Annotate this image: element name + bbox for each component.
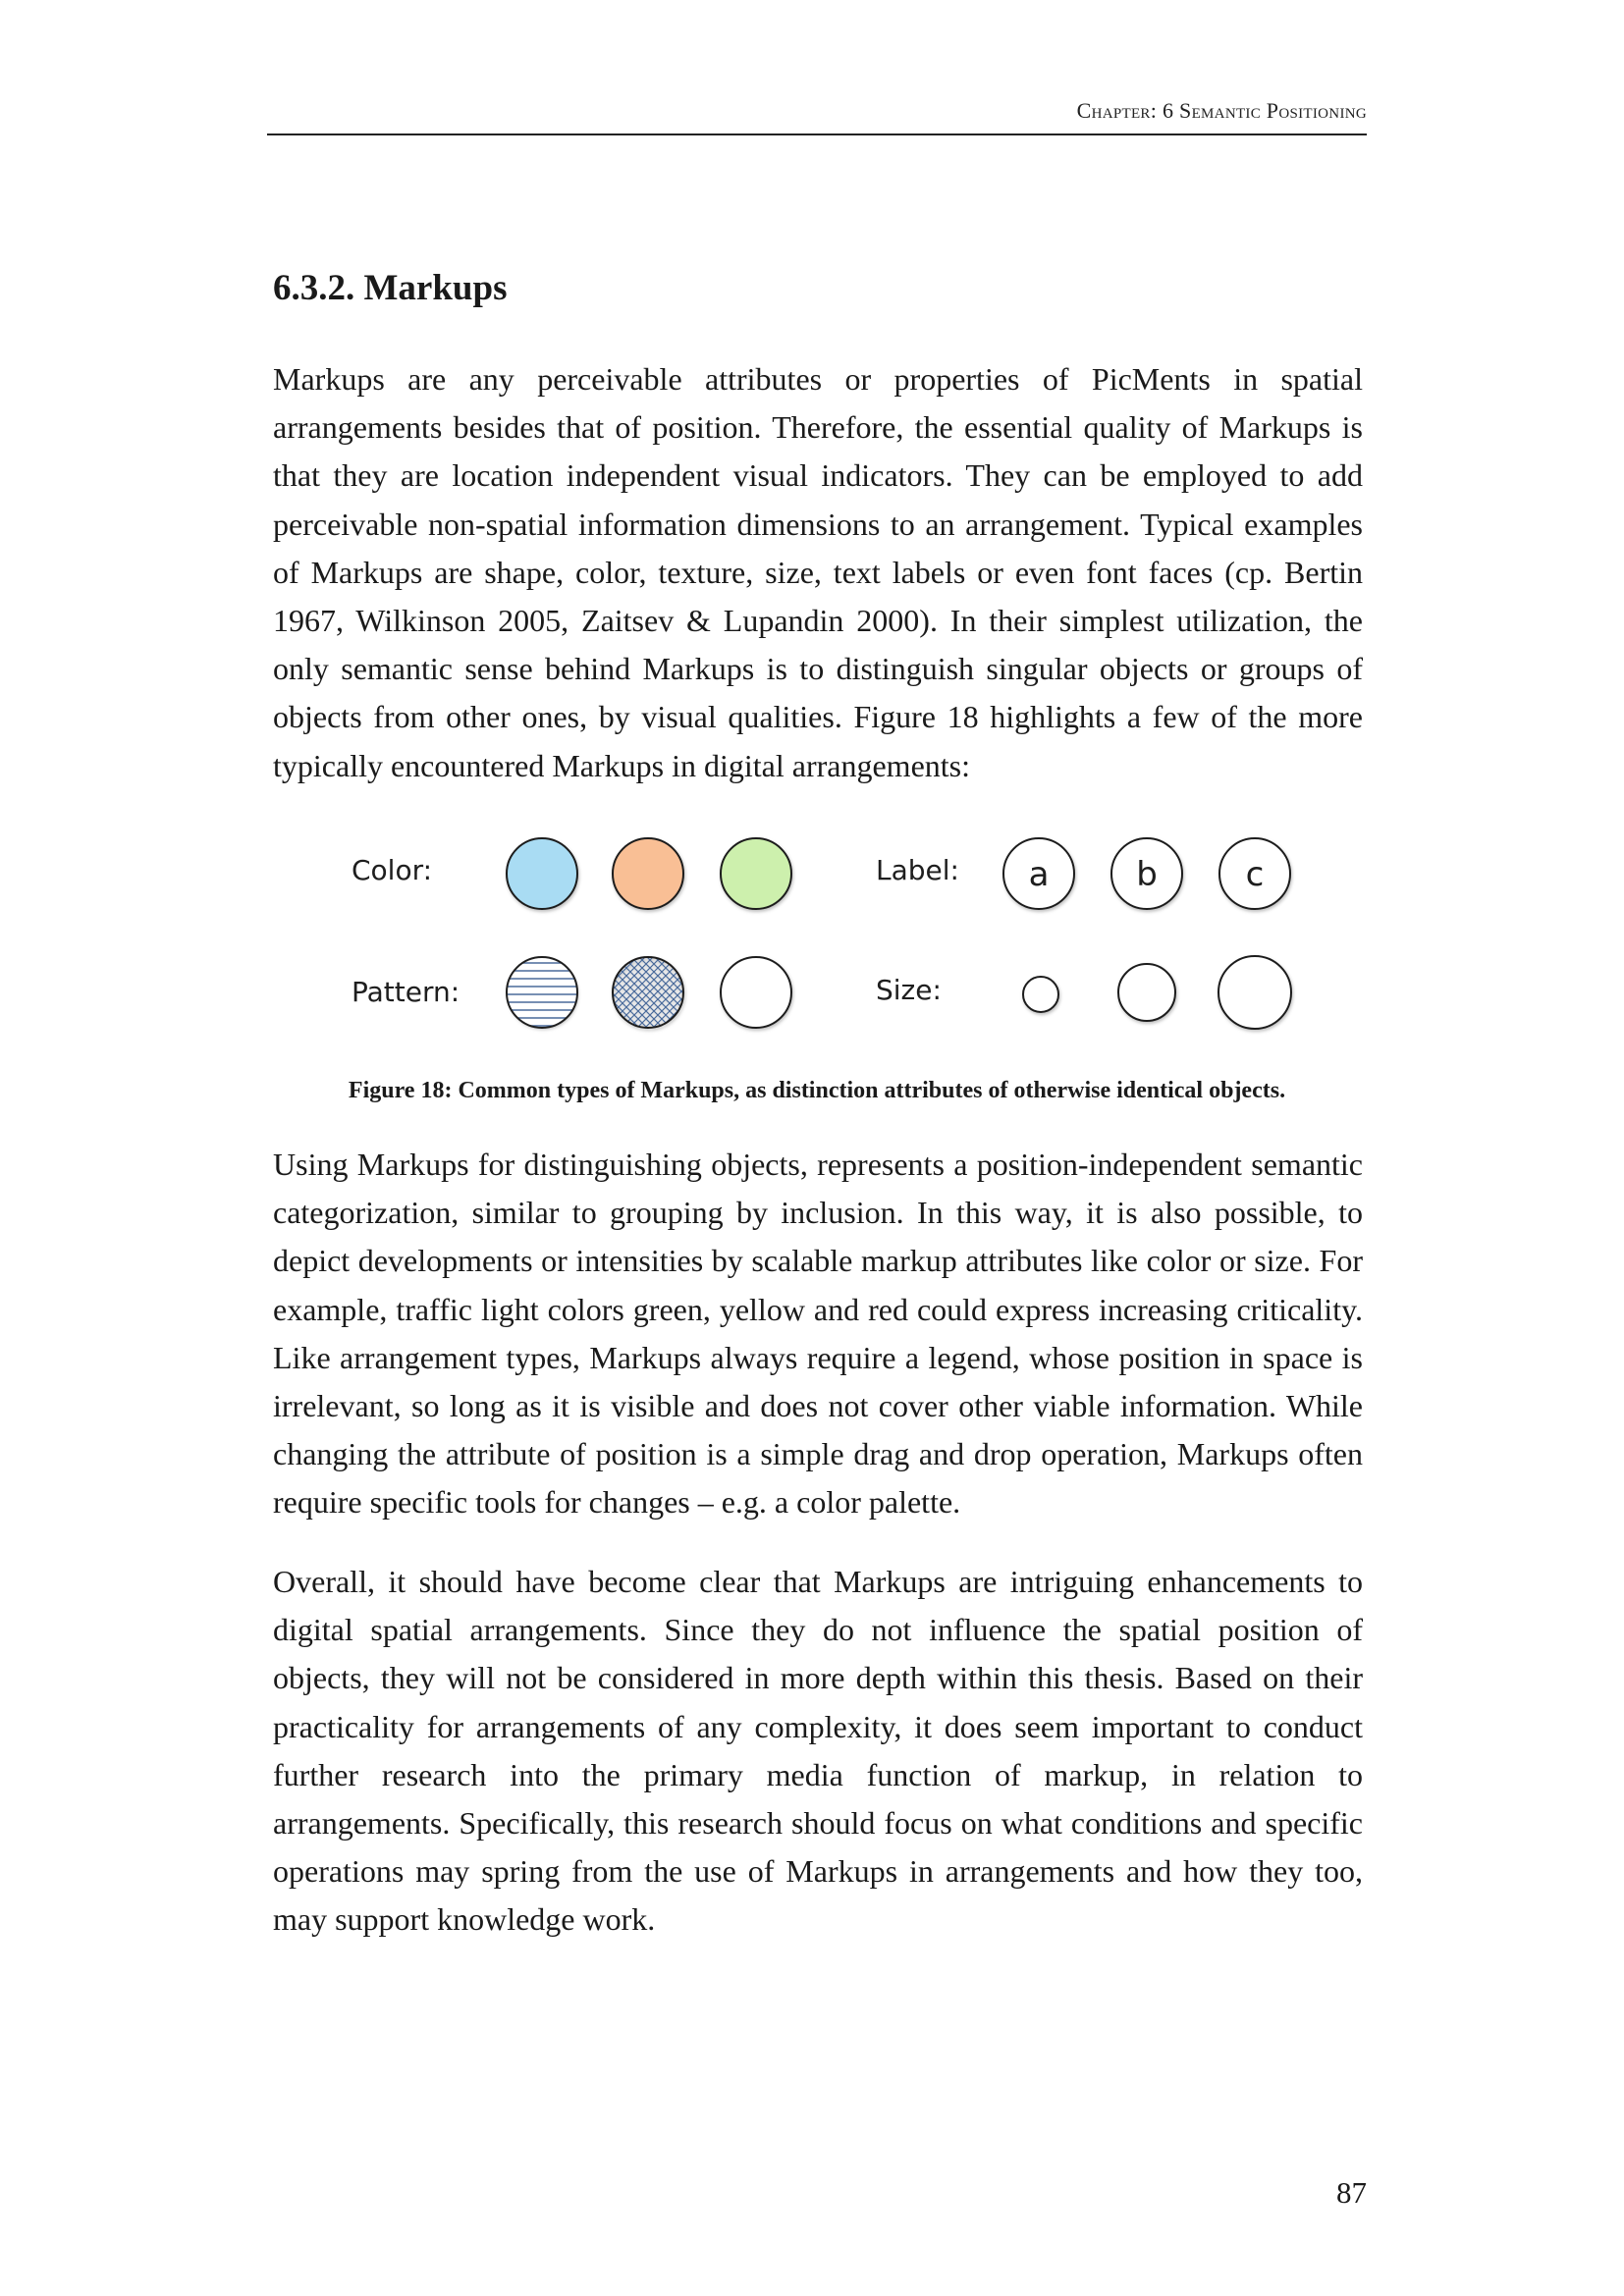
running-head: Chapter: 6 Semantic Positioning bbox=[1076, 98, 1367, 123]
large-size-circle bbox=[1218, 956, 1291, 1029]
size-label: Size: bbox=[876, 974, 942, 1006]
figure-caption: Figure 18: Common types of Markups, as distinction attributes of otherwise identical objects. bbox=[348, 1078, 1286, 1103]
orange-color-circle bbox=[613, 838, 683, 909]
pattern-label: Pattern: bbox=[352, 976, 460, 1008]
section-title: 6.3.2. Markups bbox=[273, 268, 508, 308]
label-letter-b: b bbox=[1136, 855, 1158, 894]
markup-types-figure bbox=[324, 823, 1316, 1050]
page-number: 87 bbox=[1336, 2175, 1367, 2210]
horizontal-stripe-circle bbox=[501, 957, 583, 1028]
paragraph-distinguishing: Using Markups for distinguishing objects, represents a position-independent semantic categorization, similar to grouping by inclusion. In this way, it is also possible, to depict developments or intensities by scalable markup attributes like color or size. For example, traffic light colors green, yellow and red could express increasing criticality. Like arrangement types, Markups always require a legend, whose position in space is irrelevant, so long as it is visible and does not cover other viable information. While changing the attribute of position is a simple drag and drop operation, Markups often require specific tools for changes – e.g. a color palette. bbox=[273, 1147, 1363, 1521]
header-rule bbox=[267, 133, 1367, 135]
label-label: Label: bbox=[876, 854, 959, 886]
crosshatch-circle bbox=[613, 957, 683, 1028]
paragraph-overall: Overall, it should have become clear that Markups are intriguing enhancements to digital spatial arrangements. Since they do not influence the spatial position of objects, they will not be considered in more depth within this thesis. Based on their practicality for arrangements of any complexity, it does seem important to conduct further research into the primary media function of markup, in relation to arrangements. Specifically, this research should focus on what conditions and specific operations may spring from the use of Markups in arrangements and how they too, may support knowledge work. bbox=[273, 1564, 1363, 1938]
label-letter-c: c bbox=[1245, 855, 1265, 894]
color-label: Color: bbox=[352, 854, 433, 886]
green-color-circle bbox=[721, 838, 791, 909]
label-letter-a: a bbox=[1028, 855, 1050, 894]
paragraph-intro: Markups are any perceivable attributes or properties of PicMents in spatial arrangements besides that of position. Therefore, the essential quality of Markups is that they are location independent visual indicators. They can be employed to add perceivable non-spatial information dimensions to an arrangement. Typical examples of Markups are shape, color, texture, size, text labels or even font faces (cp. Bertin 1967, Wilkinson 2005, Zaitsev & Lupandin 2000). In their simplest utilization, the only semantic sense behind Markups is to distinguish singular objects or groups of objects from other ones, by visual qualities. Figure 18 highlights a few of the more typically encountered Markups in digital arrangements: bbox=[273, 361, 1363, 783]
blue-color-circle bbox=[507, 838, 577, 909]
medium-size-circle bbox=[1118, 964, 1175, 1021]
small-size-circle bbox=[1023, 977, 1058, 1012]
plain-pattern-circle bbox=[721, 957, 791, 1028]
figure-18 bbox=[324, 823, 1316, 1050]
